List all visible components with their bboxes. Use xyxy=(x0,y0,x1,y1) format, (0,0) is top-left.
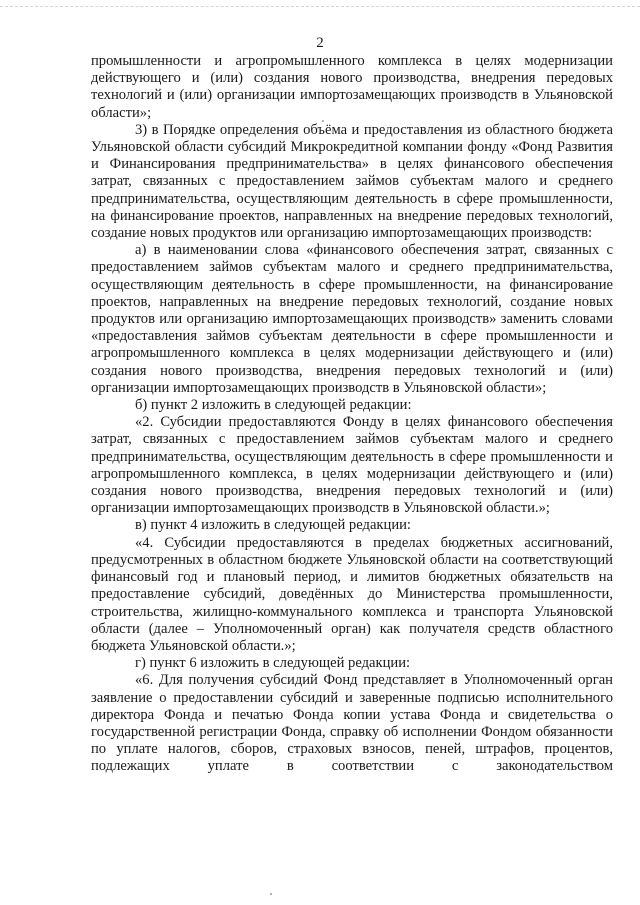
page-number: 2 xyxy=(316,35,324,51)
paragraph-7: «4. Субсидии предоставляются в пределах бюджетных ассигнований, предусмотренных в областном бюджете Ульяновской области на соответствующий финансовый год и плановый период, и лимитов бюджетных обязательств на предоставление субсидий, доведённых до Министерства промышленности, строительства, жилищно-коммунального комплекса и транспорта Ульяновской области (далее – Уполномоченный орган) как получателя средств областного бюджета Ульяновской области.»; xyxy=(91,534,613,654)
paragraph-4: б) пункт 2 изложить в следующей редакции: xyxy=(135,397,412,414)
paragraph-8: г) пункт 6 изложить в следующей редакции: xyxy=(135,655,411,672)
document-body xyxy=(91,53,613,776)
scan-speck xyxy=(322,120,324,122)
paragraph-9: «6. Для получения субсидий Фонд представляет в Уполномоченный орган заявление о предоставлении субсидий и заверенные подписью исполнительного директора Фонда и печатью Фонда копии устава Фонда и свидетельства о государственной регистрации Фонда, справку об исполнении Фондом обязанности по уплате налогов, сборов, страховых взносов, пеней, штрафов, процентов, подлежащих уплате в соответствии с законодательством xyxy=(91,672,613,775)
scan-edge-line xyxy=(0,6,640,8)
scan-speck xyxy=(270,893,272,895)
paragraph-6: в) пункт 4 изложить в следующей редакции: xyxy=(135,517,411,534)
paragraph-1: промышленности и агропромышленного комплекса в целях модернизации действующего и (или) создания нового производства, внедрения передовых технологий и (или) организации импортозамещающих производств в Ульяновской области»; xyxy=(91,53,613,121)
paragraph-5: «2. Субсидии предоставляются Фонду в целях финансового обеспечения затрат, связанных с предоставлением займов субъектам малого и среднего предпринимательства, осуществляющим деятельность в сфере промышленности и агропромышленного комплекса, в целях модернизации действующего и (или) создания нового производства, внедрения передовых технологий и (или) организации импортозамещающих производств в Ульяновской области.»; xyxy=(91,414,613,517)
paragraph-2: 3) в Порядке определения объёма и предоставления из областного бюджета Ульяновской области субсидий Микрокредитной компании фонду «Фонд Развития и Финансирования предпринимательства» в целях финансового обеспечения затрат, связанных с предоставлением займов субъектам малого и среднего предпринимательства, осуществляющим деятельность в сфере промышленности, на финансирование проектов, направленных на внедрение передовых технологий, создание новых продуктов или организацию импортозамещающих производств: xyxy=(91,121,613,242)
paragraph-3: а) в наименовании слова «финансового обеспечения затрат, связанных с предоставлением займов субъектам малого и среднего предпринимательства, осуществляющим деятельность в сфере промышленности, на финансирование проектов, направленных на внедрение передовых технологий, создание новых продуктов или организацию импортозамещающих производств» заменить словами «предоставления займов субъектам деятельности в сфере промышленности и агропромышленного комплекса в целях модернизации действующего и (или) создания нового производства, внедрения передовых технологий и (или) организации импортозамещающих производств в Ульяновской области»; xyxy=(91,242,613,396)
